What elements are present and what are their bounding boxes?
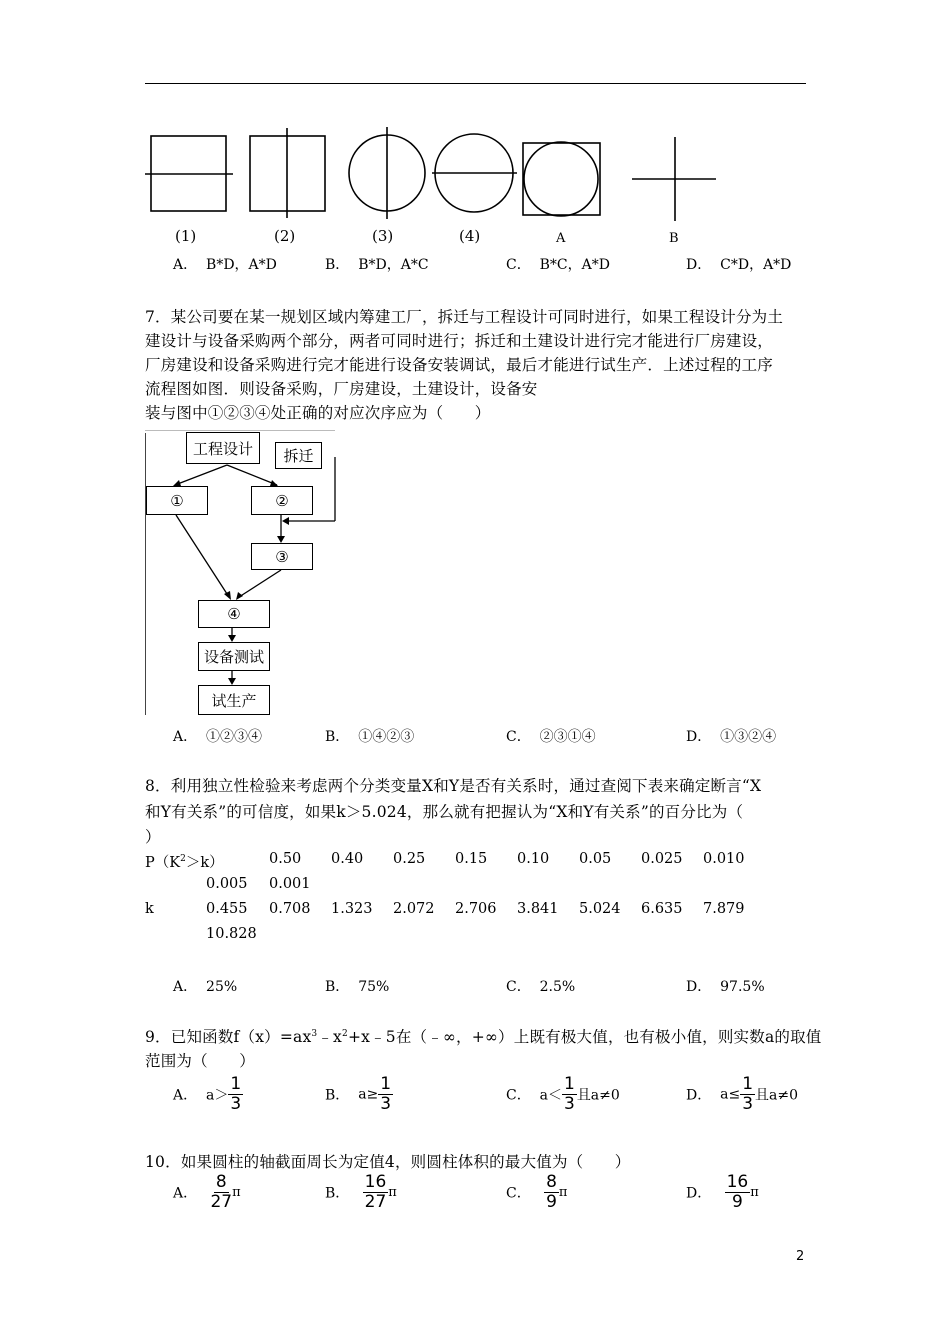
q10-option-c: C． $\frac{8}{9}$ π: [506, 1172, 568, 1212]
flow-box-2: ②: [251, 486, 313, 515]
flow-box-4: ④: [198, 600, 270, 628]
q8-k-value: 3.841: [517, 901, 559, 917]
q6-option-d: D． C*D，A*D: [686, 257, 792, 273]
q9-line-2: 范围为（ ）: [145, 1052, 255, 1070]
q7-option-c: C． ②③①④: [506, 729, 596, 745]
q9-line-1: 9．已知函数$f(x)=ax^3﹣x^2+x﹣5$在（﹣∞，+∞）上既有极大值，也有极小值，则实数a的取值: [145, 1028, 822, 1046]
q8-k-value: 0.708: [269, 901, 311, 917]
flow-box-3: ③: [251, 543, 313, 570]
q8-p-value: 0.40: [331, 851, 364, 867]
fig-label-3: (3): [372, 227, 394, 245]
q9-option-b: B． a≥ $\frac{1}{3}$: [325, 1074, 392, 1114]
q7-line-1: 7．某公司要在某一规划区域内筹建工厂，拆迁与工程设计可同时进行，如果工程设计分为土: [145, 308, 784, 326]
q8-k-value: 7.879: [703, 901, 745, 917]
q8-p-value: 0.005: [206, 876, 248, 892]
flow-box-1: ①: [146, 486, 208, 515]
q8-p-value: 0.15: [455, 851, 488, 867]
q7-option-b: B． ①④②③: [325, 729, 415, 745]
q8-option-a: A． 25%: [173, 979, 238, 995]
q8-option-c: C． 2.5%: [506, 979, 576, 995]
q8-p-value: 0.10: [517, 851, 550, 867]
flow-trial-production: 试生产: [198, 685, 270, 715]
q7-option-a: A． ①②③④: [173, 729, 263, 745]
header-rule: [145, 83, 806, 84]
flow-demolition: 拆迁: [275, 442, 322, 469]
q8-line-2: 和Y有关系”的可信度，如果k＞5.024，那么就有把握认为“X和Y有关系”的百分比为（: [145, 803, 744, 821]
q7-option-d: D． ①③②④: [686, 729, 777, 745]
q8-k-value: 6.635: [641, 901, 683, 917]
q9-option-a: A． a＞ $\frac{1}{3}$: [173, 1074, 242, 1114]
q8-p-value: 0.25: [393, 851, 426, 867]
q8-p-label: $P(K^2>k)$: [145, 854, 224, 871]
q9-option-c: C． a＜ $\frac{1}{3}$ 且a≠0: [506, 1074, 620, 1114]
fig-label-B: B: [669, 231, 679, 246]
q8-k-value: 5.024: [579, 901, 621, 917]
fig-label-A: A: [556, 231, 566, 246]
q8-option-d: D． 97.5%: [686, 979, 765, 995]
q8-p-value: 0.50: [269, 851, 302, 867]
q6-option-a: A． B*D，A*D: [173, 257, 277, 273]
flow-equipment-test: 设备测试: [198, 642, 270, 671]
fig-label-1: (1): [175, 227, 197, 245]
q7-flowchart: [145, 430, 345, 715]
q8-option-b: B． 75%: [325, 979, 390, 995]
q6-option-b: B． B*D，A*C: [325, 257, 429, 273]
q8-k-value: 2.072: [393, 901, 435, 917]
q6-option-c: C． B*C，A*D: [506, 257, 610, 273]
q8-k-label: k: [145, 901, 154, 917]
q10-line: 10．如果圆柱的轴截面周长为定值4，则圆柱体积的最大值为（ ）: [145, 1153, 631, 1171]
flowchart-connectors: [145, 430, 345, 715]
q10-option-d: D． $\frac{16}{9}$ π: [686, 1172, 759, 1212]
q9-option-d: D． a≤ $\frac{1}{3}$ 且a≠0: [686, 1074, 799, 1114]
fig-label-4: (4): [459, 227, 481, 245]
figA-circle: [524, 142, 598, 216]
q7-line-5: 装与图中①②③④处正确的对应次序应为（ ）: [145, 404, 491, 422]
q7-line-2: 建设计与设备采购两个部分，两者可同时进行；拆迁和土建设计进行完才能进行厂房建设，: [145, 332, 774, 350]
q6-figures: [140, 120, 730, 250]
q8-k-value: 2.706: [455, 901, 497, 917]
q8-p-value: 0.05: [579, 851, 612, 867]
q8-p-value: 0.001: [269, 876, 311, 892]
q8-line-1: 8．利用独立性检验来考虑两个分类变量X和Y是否有关系时，通过查阅下表来确定断言“X: [145, 777, 762, 795]
q7-line-3: 厂房建设和设备采购进行完才能进行设备安装调试，最后才能进行试生产．上述过程的工序: [145, 356, 774, 374]
q7-line-4: 流程图如图．则设备采购，厂房建设，土建设计，设备安: [145, 380, 538, 398]
fig-label-2: (2): [274, 227, 296, 245]
q10-option-b: B． $\frac{16}{27}$ π: [325, 1172, 397, 1212]
q8-k-value: 1.323: [331, 901, 373, 917]
q8-k-value: 10.828: [206, 926, 257, 942]
q10-option-a: A． $\frac{8}{27}$ π: [173, 1172, 241, 1212]
flow-engineering-design: 工程设计: [186, 432, 260, 464]
q8-k-value: 0.455: [206, 901, 248, 917]
page-number: 2: [796, 1249, 805, 1264]
q8-p-value: 0.010: [703, 851, 745, 867]
q8-line-3: ）: [145, 828, 161, 846]
q8-p-value: 0.025: [641, 851, 683, 867]
